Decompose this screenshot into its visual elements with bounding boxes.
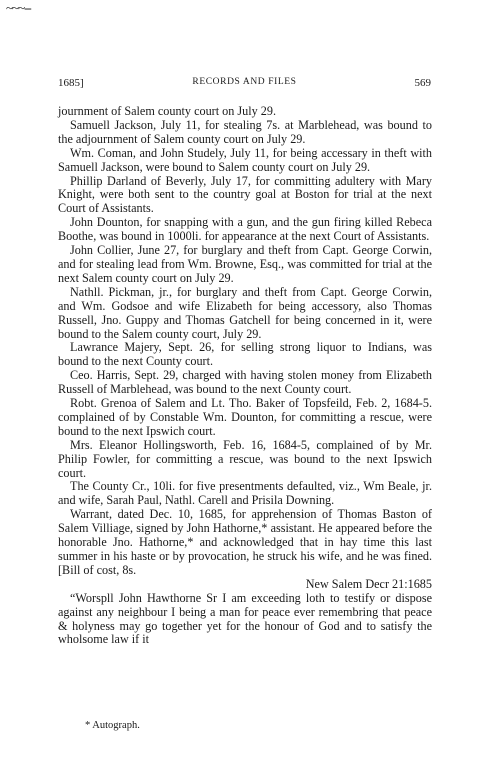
paragraph: Samuell Jackson, July 11, for stealing 7s. at Marblehead, was bound to the adjournment of Salem county court on July 29. [58, 117, 432, 146]
paragraph: Nathll. Pickman, jr., for burglary and theft from Capt. George Corwin, and Wm. Godsoe and wife Elizabeth for being accessory, also Thomas Russell, Jno. Guppy and Thomas Gatchell for being concerned in it, were bound to the Salem county court, July 29. [58, 284, 432, 341]
paragraph: Wm. Coman, and John Studely, July 11, for being accessary in theft with Samuell Jackson, were bound to Salem county court on July 29. [58, 145, 432, 174]
paragraph: Lawrance Majery, Sept. 26, for selling strong liquor to Indians, was bound to the next County court. [58, 340, 432, 369]
running-header [58, 77, 431, 91]
paragraph: Phillip Darland of Beverly, July 17, for committing adultery with Mary Knight, were both sent to the country goal at Boston for trial at the next Court of Assistants. [58, 173, 432, 216]
paragraph: Ceo. Harris, Sept. 29, charged with having stolen money from Elizabeth Russell of Marblehead, was bound to the next County court. [58, 368, 432, 397]
paragraph: Warrant, dated Dec. 10, 1685, for apprehension of Thomas Baston of Salem Villiage, signed by John Hathorne,* assistant. He appeared before the honorable Jno. Hathorne,* and acknowledged that in hay time this last summer in his haste or by provocation, he struck his wife, and he was fined. [Bill of cost, 8s. [58, 507, 432, 577]
corner-mark: ~~~-- [6, 0, 31, 15]
header-title: RECORDS AND FILES [192, 77, 297, 87]
paragraph: “Worspll John Hawthorne Sr I am exceeding loth to testify or dispose against any neighbour I being a man for peace ever remembring that peace & holyness may go together yet for the honour of God and to satisfy the wholsome law if it [58, 590, 432, 647]
paragraph: journment of Salem county court on July 29. [58, 104, 276, 118]
paragraph: The County Cr., 10li. for five presentments defaulted, viz., Wm Beale, jr. and wife, Sarah Paul, Nathl. Carell and Prisila Downing. [58, 479, 432, 508]
header-year: 1685] [58, 77, 84, 89]
paragraph: John Dounton, for snapping with a gun, and the gun firing killed Rebeca Boothe, was bound in 1000li. for appearance at the next Court of Assistants. [58, 215, 432, 244]
page-number: 569 [414, 77, 431, 89]
paragraph: Robt. Grenoa of Salem and Lt. Tho. Baker of Topsfeild, Feb. 2, 1684-5. complained of by Constable Wm. Dounton, for committing a rescue, were bound to the next Ipswich court. [58, 396, 432, 438]
dateline: New Salem Decr 21:1685 [305, 576, 432, 591]
footnote: * Autograph. [85, 720, 140, 731]
paragraph: John Collier, June 27, for burglary and theft from Capt. George Corwin, and for stealing lead from Wm. Browne, Esq., was committed for trial at the next Salem county court on July 29. [58, 243, 432, 285]
paragraph: Mrs. Eleanor Hollingsworth, Feb. 16, 1684-5, complained of by Mr. Philip Fowler, for committing a rescue, was bound to the next Ipswich court. [58, 437, 432, 480]
page-body [58, 105, 432, 647]
